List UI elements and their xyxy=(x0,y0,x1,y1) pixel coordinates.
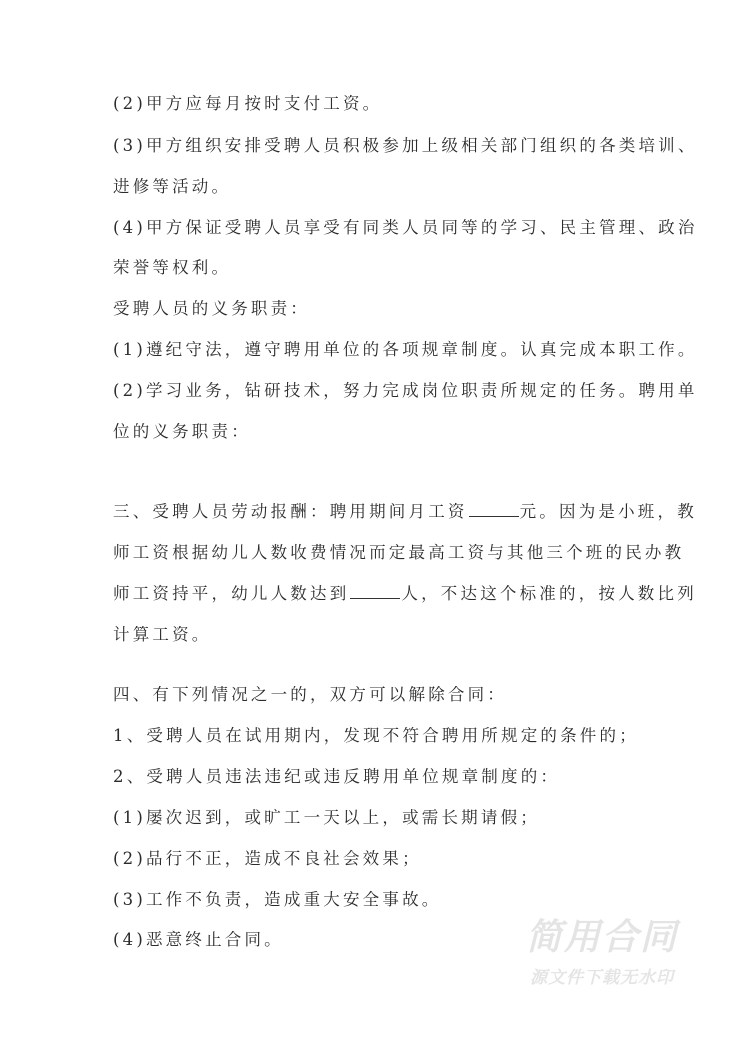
text-line-employer-training: (3)甲方组织安排受聘人员积极参加上级相关部门组织的各类培训、 xyxy=(113,136,698,155)
text-line-employer-duties: 位的义务职责： xyxy=(113,422,251,441)
text-line-duty-study: (2)学习业务，钻研技术，努力完成岗位职责所规定的任务。聘用单 xyxy=(113,381,698,400)
watermark xyxy=(512,918,692,990)
text-line-guarantee-continued: 荣誉等权利。 xyxy=(113,258,232,277)
text-line-training-continued: 进修等活动。 xyxy=(113,177,232,196)
salary-blank-field[interactable] xyxy=(469,502,519,517)
section4-sub-item-1: (1)屡次迟到，或旷工一天以上，或需长期请假； xyxy=(113,808,540,827)
section4-sub-item-3: (3)工作不负责，造成重大安全事故。 xyxy=(113,890,442,909)
text-line-duty-obey-law: (1)遵纪守法，遵守聘用单位的各项规章制度。认真完成本职工作。 xyxy=(113,340,698,359)
section3-headcount-label: 师工资持平，幼儿人数达到 xyxy=(113,584,350,603)
section3-line2: 师工资根据幼儿人数收费情况而定最高工资与其他三个班的民办教 xyxy=(113,543,685,562)
section4-sub-item-2: (2)品行不正，造成不良社会效果； xyxy=(113,849,422,868)
watermark-brand: 简用合同 xyxy=(525,917,678,958)
section4-item-2: 2、受聘人员违法违纪或违反聘用单位规章制度的： xyxy=(113,767,561,786)
section3-salary-label: 三、受聘人员劳动报酬：聘用期间月工资 xyxy=(113,502,468,521)
section3-headcount-suffix: 人，不达这个标准的，按人数比列 xyxy=(401,584,697,603)
section-heading-employee-duties: 受聘人员的义务职责： xyxy=(113,299,310,318)
watermark-tagline: 源文件下载无水印 xyxy=(530,968,674,988)
section4-heading: 四、有下列情况之一的，双方可以解除合同： xyxy=(113,685,507,704)
headcount-blank-field[interactable] xyxy=(350,584,400,599)
section3-line4: 计算工资。 xyxy=(113,625,212,644)
section4-sub-item-4: (4)恶意终止合同。 xyxy=(113,930,284,949)
text-line-employer-pay-wages: (2)甲方应每月按时支付工资。 xyxy=(113,94,383,113)
section3-line3 xyxy=(113,583,697,605)
section4-item-1: 1、受聘人员在试用期内，发现不符合聘用所规定的条件的； xyxy=(113,726,639,745)
text-line-employer-guarantee: (4)甲方保证受聘人员享受有同类人员同等的学习、民主管理、政治 xyxy=(113,218,698,237)
section3-line1 xyxy=(113,501,697,523)
section3-salary-suffix: 元。因为是小班，教 xyxy=(519,502,697,521)
